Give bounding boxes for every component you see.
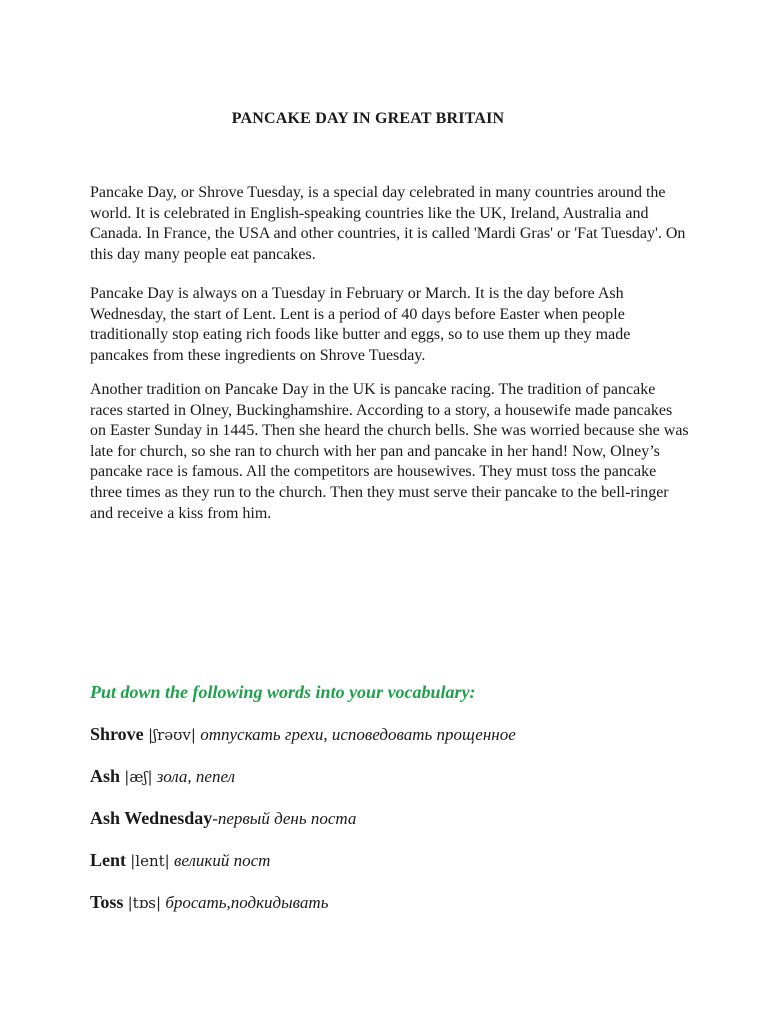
vocab-translation: бросать,подкидывать xyxy=(165,893,329,912)
paragraph-2: Pancake Day is always on a Tuesday in February or March. It is the day before Ash Wednesday, the start of Lent. Lent is a period of 40 days before Easter when people traditionally stop eating rich foods like butter and eggs, so to use them up they made pancakes from these ingredients on Shrove Tuesday. xyxy=(90,285,631,364)
vocab-translation: великий пост xyxy=(173,851,271,870)
paragraph-1: Pancake Day, or Shrove Tuesday, is a special day celebrated in many countries around the world. It is celebrated in English-speaking countries like the UK, Ireland, Australia and Canada. In France, the USA and other countries, it is called 'Mardi Gras' or 'Fat Tuesday'. On this day many people eat pancakes. xyxy=(90,184,686,263)
vocab-entry-ash xyxy=(90,766,235,787)
vocab-translation: -первый день поста xyxy=(212,809,357,828)
vocab-entry-lent xyxy=(90,850,270,871)
vocabulary-heading: Put down the following words into your vocabulary: xyxy=(90,682,476,702)
vocab-ipa: |æʃ| xyxy=(124,768,153,786)
vocab-entry-ash-wednesday xyxy=(90,808,356,829)
vocab-ipa: |tɒs| xyxy=(127,894,162,912)
vocab-word: Lent xyxy=(90,850,126,870)
vocab-word: Toss xyxy=(90,892,124,912)
vocab-word: Shrove xyxy=(90,724,144,744)
paragraph-3: Another tradition on Pancake Day in the UK is pancake racing. The tradition of pancake races started in Olney, Buckinghamshire. According to a story, a housewife made pancakes on Easter Sunday in 1445. Then she heard the church bells. She was worried because she was late for church, so she ran to church with her pan and pancake in her hand! Now, Olney’s pancake race is famous. All the competitors are housewives. They must toss the pancake three times as they run to the church. Then they must serve their pancake to the bell-ringer and receive a kiss from him. xyxy=(90,381,689,522)
vocab-word: Ash xyxy=(90,766,121,786)
vocab-translation: зола, пепел xyxy=(156,767,235,786)
vocab-ipa: |lent| xyxy=(130,852,170,870)
vocab-translation: отпускать грехи, исповедовать прощенное xyxy=(200,725,516,744)
vocab-entry-toss xyxy=(90,892,328,913)
vocab-ipa: |ʃrəʊv| xyxy=(147,726,196,744)
vocab-entry-shrove xyxy=(90,724,516,745)
document-title: PANCAKE DAY IN GREAT BRITAIN xyxy=(231,110,505,127)
vocab-word: Ash Wednesday xyxy=(90,808,213,828)
